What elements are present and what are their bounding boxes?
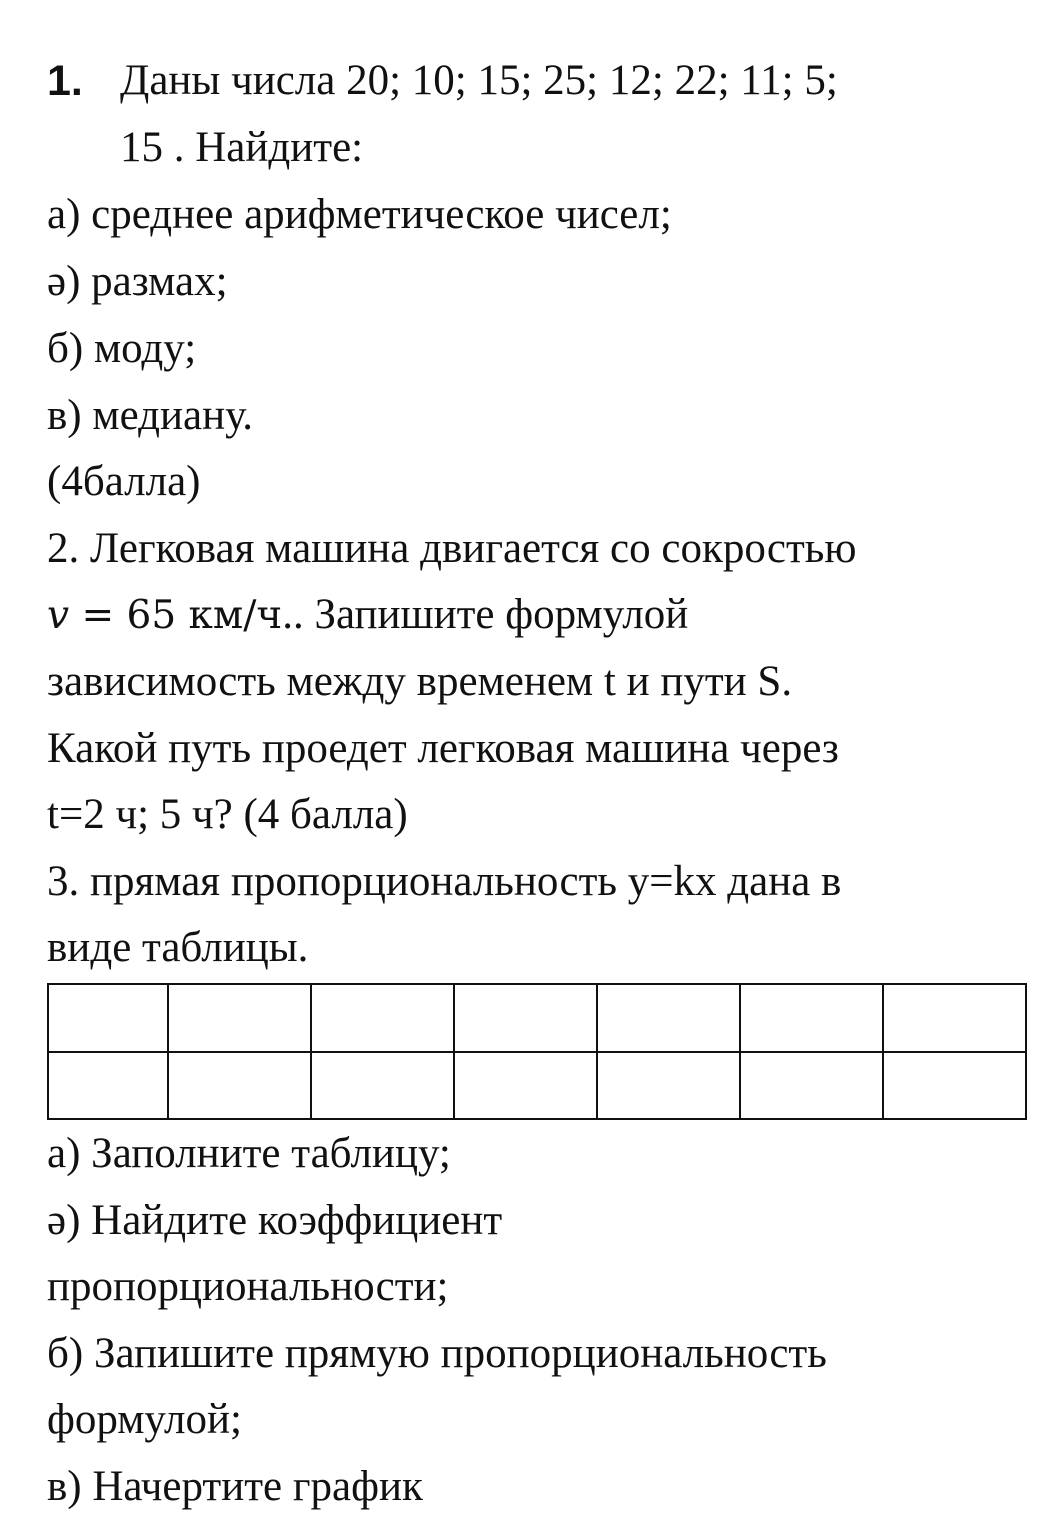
table-cell [597,984,740,1052]
task3-line1: 3. прямая пропорциональность y=kx дана в [47,858,842,905]
formula-velocity-symbol: v [47,593,70,638]
task1-number: 1. [47,57,83,105]
table-cell [883,1052,1026,1120]
table-cell [48,1052,168,1120]
task2-line3: зависимость между временем t и пути S. [47,658,793,705]
task2-line2 [47,582,688,648]
table-cell [168,984,311,1052]
task1-line1: Даны числа 20; 10; 15; 25; 12; 22; 11; 5; [120,57,838,104]
task3-item-ae-cont: пропорциональности; [47,1263,449,1310]
task1-item-b: б) моду; [47,325,197,372]
formula-velocity-value: = 65 км/ч [69,593,283,638]
table-cell [740,1052,883,1120]
task1-item-a: а) среднее арифметическое чисел; [47,191,672,238]
task2-line5: t=2 ч; 5 ч? (4 балла) [47,791,408,838]
table-row [48,1052,1026,1120]
task3-item-v: в) Начертите график [47,1463,423,1510]
table-cell [48,984,168,1052]
table-cell [597,1052,740,1120]
task3-item-ae: ә) Найдите коэффициент [47,1197,503,1244]
table-cell [311,1052,454,1120]
table-cell [740,984,883,1052]
table-cell [454,1052,597,1120]
table-cell [168,1052,311,1120]
table-cell [311,984,454,1052]
task3-item-a: а) Заполните таблицу; [47,1130,451,1177]
proportionality-table [47,983,1027,1120]
task1-item-ae: ә) размах; [47,258,228,305]
table-cell [454,984,597,1052]
task1-line2: 15 . Найдите: [120,124,364,171]
task2-line4: Какой путь проедет легковая машина через [47,725,839,772]
table-row [48,984,1026,1052]
task3-line2: виде таблицы. [47,924,309,971]
task3-item-b-cont: формулой; [47,1396,242,1443]
task2-line1: 2. Легковая машина двигается со сокростью [47,525,857,572]
table-cell [883,984,1026,1052]
task3-item-b: б) Запишите прямую пропорциональность [47,1330,827,1377]
task2-line2-text: .. Запишите формулой [282,591,689,638]
task1-points: (4балла) [47,458,201,505]
task1-item-v: в) медиану. [47,392,254,439]
